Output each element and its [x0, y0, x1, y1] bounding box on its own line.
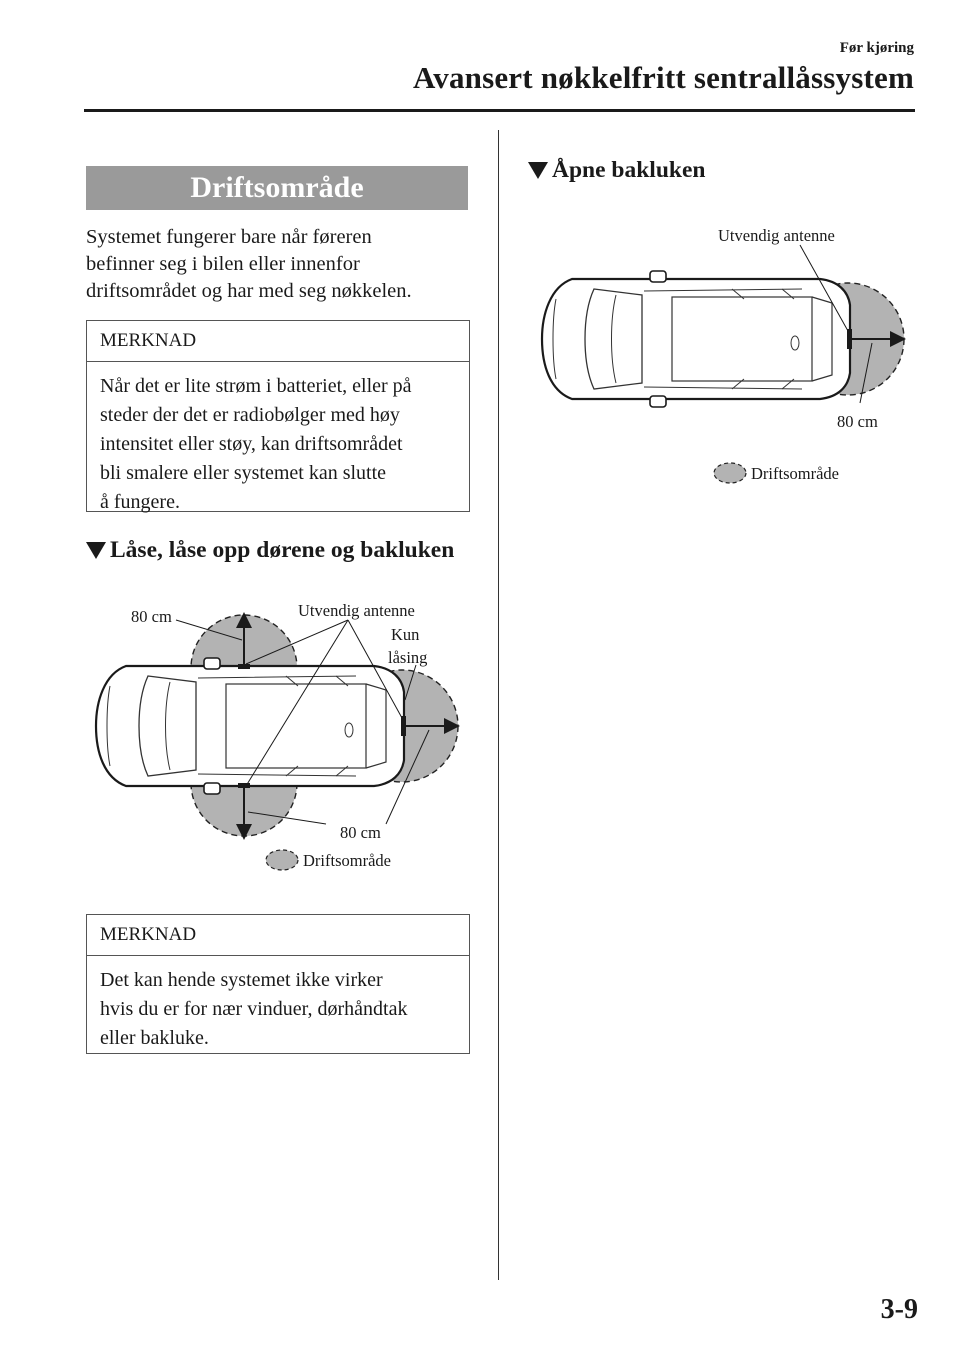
note-box	[86, 914, 470, 1054]
subheading-text: Låse, låse opp dørene og bakluken	[110, 537, 455, 563]
subheading-open-tailgate	[528, 157, 705, 184]
note-box	[86, 320, 470, 512]
label-80cm-top: 80 cm	[131, 607, 172, 626]
intro-paragraph	[86, 224, 471, 305]
note-line: Når det er lite strøm i batteriet, eller på	[100, 375, 412, 397]
label-antenna: Utvendig antenne	[298, 601, 415, 620]
chapter-label: Før kjøring	[839, 40, 914, 56]
note-heading: MERKNAD	[87, 915, 469, 956]
note-line: hvis du er for nær vinduer, dørhåndtak	[100, 998, 408, 1020]
legend-zone-icon	[266, 850, 298, 870]
intro-line: Systemet fungerer bare når føreren	[86, 226, 372, 248]
label-80cm-bottom: 80 cm	[340, 823, 381, 842]
intro-line: befinner seg i bilen eller innenfor	[86, 253, 360, 275]
label-lasing: låsing	[388, 648, 428, 667]
legend-label: Driftsområde	[751, 464, 839, 483]
note-body	[87, 362, 469, 517]
legend-zone-icon	[714, 463, 746, 483]
triangle-bullet-icon	[86, 542, 106, 559]
antenna-rear-icon	[401, 716, 406, 736]
antenna-rear-icon	[847, 329, 852, 349]
car-top-view	[96, 658, 404, 794]
lock-range-diagram	[86, 590, 471, 890]
label-antenna: Utvendig antenne	[718, 226, 835, 245]
page-number: 3-9	[880, 1294, 918, 1325]
note-line: Det kan hende systemet ikke virker	[100, 969, 383, 991]
note-body	[87, 956, 469, 1053]
legend-label: Driftsområde	[303, 851, 391, 870]
page-title: Avansert nøkkelfritt sentrallåssystem	[412, 60, 914, 95]
tailgate-range-diagram	[528, 215, 913, 490]
antenna-bottom-icon	[238, 783, 250, 788]
note-line: eller bakluke.	[100, 1027, 209, 1049]
note-line: intensitet eller støy, kan driftsområdet	[100, 433, 403, 455]
note-line: bli smalere eller systemet kan slutte	[100, 462, 387, 484]
note-line: steder der det er radiobølger med høy	[100, 404, 400, 426]
subheading-text: Åpne bakluken	[552, 157, 706, 183]
car-top-view	[542, 271, 850, 407]
header-rule	[84, 109, 915, 112]
label-80cm: 80 cm	[837, 412, 878, 431]
section-title: Driftsområde	[86, 166, 468, 210]
antenna-top-icon	[238, 664, 250, 669]
triangle-bullet-icon	[528, 162, 548, 179]
label-kun: Kun	[391, 625, 420, 644]
note-heading: MERKNAD	[87, 321, 469, 362]
intro-line: driftsområdet og har med seg nøkkelen.	[86, 280, 412, 302]
note-line: å fungere.	[100, 491, 180, 513]
column-divider	[498, 130, 499, 1280]
subheading-lock	[86, 537, 454, 564]
